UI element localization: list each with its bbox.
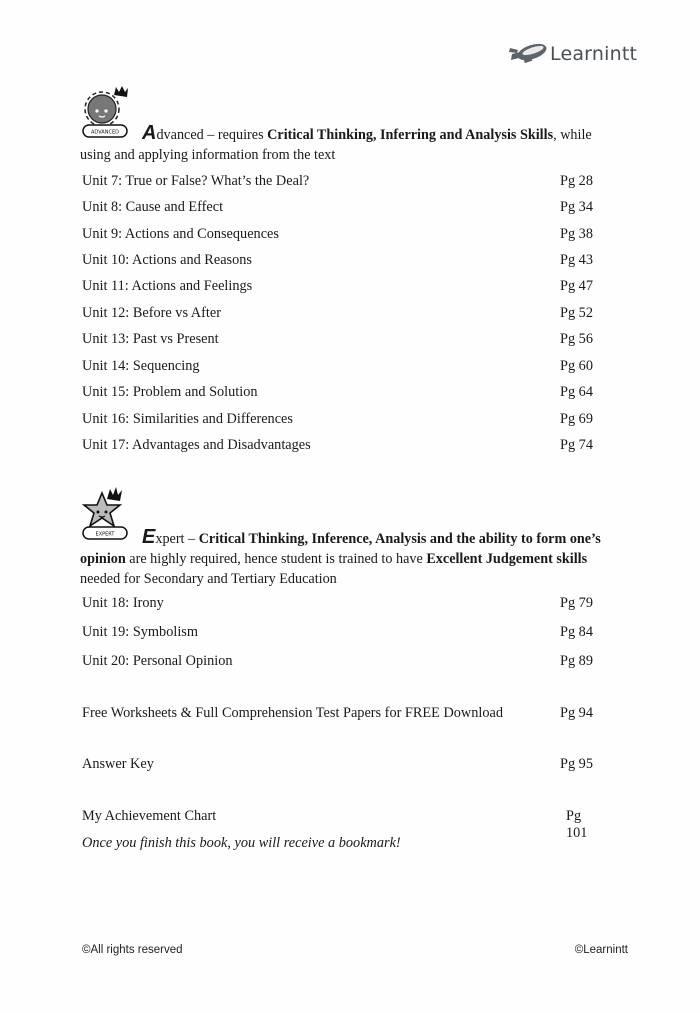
unit-title: Unit 7: True or False? What’s the Deal?	[82, 173, 310, 189]
bookmark-note: Once you finish this book, you will receive a bookmark!	[82, 835, 401, 851]
unit-page: Pg 79	[560, 595, 593, 611]
extra-title: My Achievement Chart	[82, 808, 217, 824]
expert-skills: Critical Thinking, Inference, Analysis and the ability to form one’s opinion	[80, 531, 601, 567]
unit-page: Pg 69	[560, 411, 593, 427]
unit-title: Unit 17: Advantages and Disadvantages	[82, 437, 311, 453]
unit-page: Pg 84	[560, 624, 593, 640]
extra-page: Pg 101	[566, 808, 588, 841]
footer-copyright-right: ©Learnintt	[574, 944, 628, 956]
expert-title: xpert –	[155, 531, 199, 547]
unit-page: Pg 60	[560, 358, 593, 374]
expert-tail: needed for Secondary and Tertiary Education	[80, 571, 337, 587]
toc-row[interactable]	[82, 305, 598, 322]
footer-copyright-left: ©All rights reserved	[82, 944, 183, 956]
toc-row[interactable]	[82, 437, 598, 454]
unit-page: Pg 47	[560, 278, 593, 294]
expert-initial: E	[142, 526, 156, 548]
unit-page: Pg 89	[560, 653, 593, 669]
toc-row[interactable]	[82, 252, 598, 269]
expert-badge-label: EXPERT	[95, 531, 115, 538]
toc-row[interactable]	[82, 331, 598, 348]
unit-page: Pg 52	[560, 305, 593, 321]
unit-page: Pg 74	[560, 437, 593, 453]
unit-title: Unit 14: Sequencing	[82, 358, 200, 374]
advanced-skills: Critical Thinking, Inferring and Analysis Skills	[267, 127, 554, 143]
unit-title: Unit 20: Personal Opinion	[82, 653, 233, 669]
toc-row[interactable]	[82, 199, 598, 216]
extra-title: Answer Key	[82, 756, 154, 772]
toc-row[interactable]	[82, 173, 598, 190]
advanced-badge-label: ADVANCED	[91, 129, 119, 136]
unit-title: Unit 16: Similarities and Differences	[82, 411, 293, 427]
unit-title: Unit 11: Actions and Feelings	[82, 278, 253, 294]
unit-title: Unit 9: Actions and Consequences	[82, 226, 279, 242]
extra-page: Pg 95	[560, 756, 593, 772]
unit-title: Unit 19: Symbolism	[82, 624, 198, 640]
unit-title: Unit 15: Problem and Solution	[82, 384, 258, 400]
unit-page: Pg 43	[560, 252, 593, 268]
expert-judgement: Excellent Judgement skills	[426, 551, 588, 567]
unit-title: Unit 13: Past vs Present	[82, 331, 219, 347]
unit-title: Unit 10: Actions and Reasons	[82, 252, 252, 268]
brand-name: Learnintt	[550, 43, 638, 65]
expert-mid: are highly required, hence student is trained to have	[125, 551, 427, 567]
unit-page: Pg 64	[560, 384, 593, 400]
extra-page: Pg 94	[560, 705, 593, 721]
unit-title: Unit 12: Before vs After	[82, 305, 221, 321]
advanced-initial: A	[142, 122, 157, 144]
expert-description	[80, 527, 625, 589]
toc-row[interactable]	[82, 624, 598, 641]
unit-title: Unit 18: Irony	[82, 595, 164, 611]
toc-row[interactable]	[82, 595, 598, 612]
unit-page: Pg 34	[560, 199, 593, 215]
unit-page: Pg 38	[560, 226, 593, 242]
toc-row[interactable]	[82, 384, 598, 401]
toc-row[interactable]	[82, 226, 598, 243]
advanced-description	[80, 123, 625, 165]
toc-row-answer-key[interactable]	[82, 756, 598, 773]
advanced-tail: , while using and applying information from the text	[80, 127, 592, 163]
toc-row[interactable]	[82, 358, 598, 375]
unit-page: Pg 56	[560, 331, 593, 347]
toc-row-free-worksheets[interactable]	[82, 705, 598, 722]
blimp-icon	[508, 40, 550, 68]
unit-page: Pg 28	[560, 173, 593, 189]
unit-title: Unit 8: Cause and Effect	[82, 199, 224, 215]
brand-logo	[508, 40, 637, 68]
extra-title: Free Worksheets & Full Comprehension Test Papers for FREE Download	[82, 705, 504, 721]
toc-row[interactable]	[82, 278, 598, 295]
toc-row[interactable]	[82, 411, 598, 428]
toc-row[interactable]	[82, 653, 598, 670]
advanced-title: dvanced – requires	[156, 127, 268, 143]
